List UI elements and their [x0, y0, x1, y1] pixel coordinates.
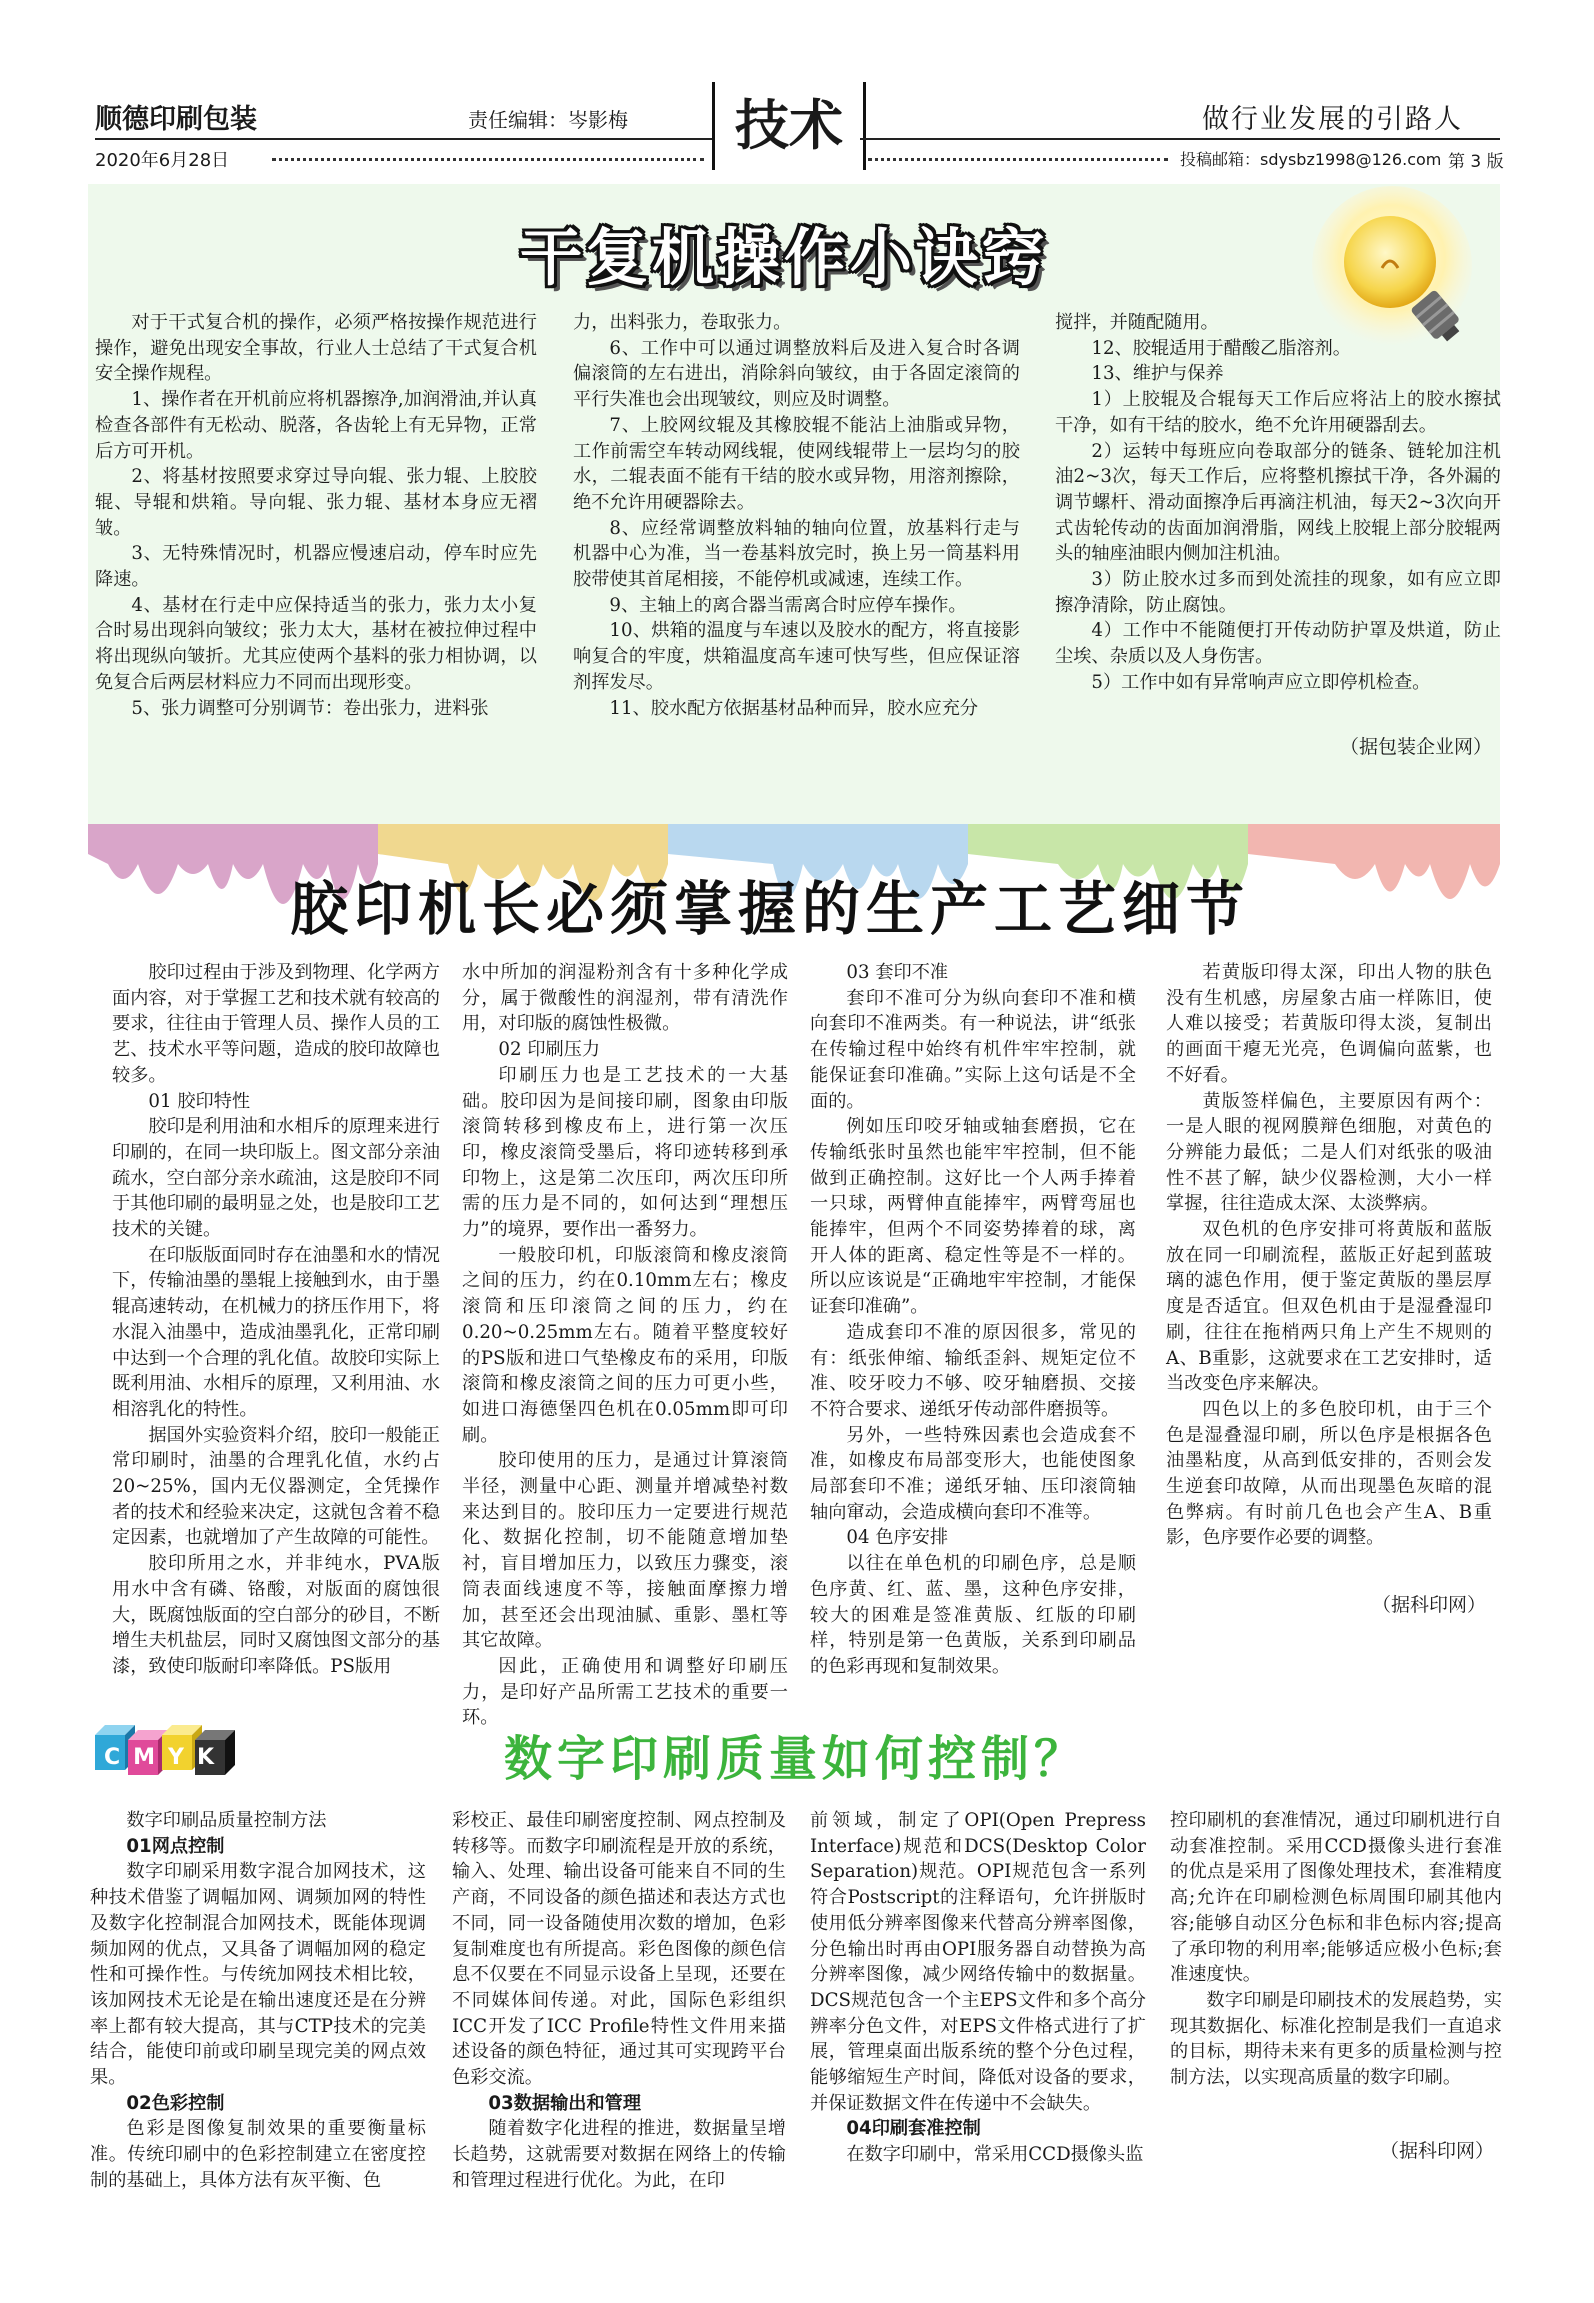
paragraph: 5）工作中如有异常响声应立即停机检查。	[1091, 671, 1431, 693]
email-dotted-rule	[868, 158, 1168, 161]
article1-title: 干复机操作小诀窍	[520, 221, 1049, 294]
paragraph: 另外，一些特殊因素也会造成套不准，如橡皮布局部变形大，也能使图象局部套印不准；递纸牙轴、压印滚筒轴轴向窜动，会造成横向套印不准等。	[810, 1424, 1136, 1523]
paragraph: 色彩是图像复制效果的重要衡量标准。传统印刷中的色彩控制建立在密度控制的基础上，具体方法有灰平衡、色	[90, 2118, 426, 2191]
paragraph: 01 胶印特性	[148, 1090, 251, 1112]
article1-column-3	[1055, 310, 1501, 720]
paragraph: 10、烘箱的温度与车速以及胶水的配方，将直接影响复合的牢度，烘箱温度高车速可快写些，但应保证溶剂挥发尽。	[573, 620, 1020, 693]
paragraph: 一般胶印机，印版滚筒和橡皮滚筒之间的压力，约在0.10mm左右；橡皮滚筒和压印滚筒之间的压力，约在0.20~0.25mm左右。随着平整度较好的PS版和进口气垫橡皮布的采用，印版滚筒和橡皮滚筒之间的压力可更小些，如进口海德堡四色机在0.05mm即可印刷。	[462, 1244, 788, 1446]
paragraph: 胶印过程由于涉及到物理、化学两方面内容，对于掌握工艺和技术就有较高的要求，往往由于管理人员、操作人员的工艺、技术水平等问题，造成的胶印故障也较多。	[112, 962, 440, 1086]
article3-title: 数字印刷质量如何控制？	[504, 1731, 1088, 1787]
paragraph: 水中所加的润湿粉剂含有十多种化学成分，属于微酸性的润湿剂，带有清洗作用，对印版的腐蚀性极微。	[462, 962, 788, 1035]
paragraph: 在印版版面同时存在油墨和水的情况下，传输油墨的墨辊上接触到水，由于墨辊高速转动，在机械力的挤压作用下，将水混入油墨中，造成油墨乳化，正常印刷中达到一个合理的乳化值。故胶印实际上既利用油、水相斥的原理，又利用油、水相溶乳化的特性。	[112, 1244, 440, 1420]
paragraph: 1、操作者在开机前应将机器擦净,加润滑油,并认真检查各部件有无松动、脱落，各齿轮上有无异物，正常后方可开机。	[95, 389, 537, 462]
article1-source: （据包装企业网）	[1340, 736, 1493, 758]
article2-column-4	[1166, 960, 1492, 1560]
paragraph: 套印不准可分为纵向套印不准和横向套印不准两类。有一种说法，讲“纸张在传输过程中始终有机件牢牢控制，就能保证套印准确。”实际上这句话是不全面的。	[810, 987, 1136, 1112]
paragraph: 搅拌，并随配随用。	[1055, 312, 1219, 333]
article1-column-1	[95, 310, 537, 800]
subheading: 04印刷套准控制	[846, 2118, 981, 2140]
article3-column-1	[90, 1808, 426, 2288]
date-dotted-rule	[272, 158, 704, 161]
paragraph: 前领域，制定了OPI(Open Prepress Interface)规范和DCS(Desktop Color Separation)规范。OPI规范包含一系列符合Postscript的注释语句，允许拼版时使用低分辨率图像来代替高分辨率图像，分色输出时再由OPI服务器自动替换为高分辨率图像，减少网络传输中的数据量。DCS规范包含一个主EPS文件和多个高分辨率分色文件，对EPS文件格式进行了扩展，管理桌面出版系统的整个分色过程，能够缩短生产时间，降低对设备的要求，并保证数据文件在传递中不会缺失。	[810, 1810, 1146, 2114]
paragraph: 02 印刷压力	[498, 1039, 601, 1061]
paragraph: 6、工作中可以通过调整放料后及进入复合时各调偏滚筒的左右进出，消除斜向皱纹，由于各固定滚筒的平行失准也会出现皱纹，则应及时调整。	[573, 337, 1020, 411]
paragraph: 8、应经常调整放料轴的轴向位置，放基料行走与机器中心为准，当一卷基料放完时，换上另一筒基料用胶带使其首尾相接，不能停机或减速，连续工作。	[573, 517, 1020, 591]
paragraph: 力，出料张力，卷取张力。	[573, 312, 792, 333]
article3-column-4	[1170, 1808, 1502, 2138]
subheading: 03数据输出和管理	[488, 2092, 642, 2114]
paper-name: 顺德印刷包装	[95, 104, 257, 135]
article2-column-1	[112, 960, 440, 1690]
paragraph: 数字印刷是印刷技术的发展趋势，实现其数据化、标准化控制是我们一直追求的目标，期待未来有更多的质量检测与控制方法，以实现高质量的数字印刷。	[1170, 1989, 1502, 2089]
paragraph: 3、无特殊情况时，机器应慢速启动，停车时应先降速。	[95, 543, 537, 591]
paragraph: 9、主轴上的离合器当需离合时应停车操作。	[609, 594, 967, 616]
section-title: 技术	[712, 82, 866, 170]
article2-source: （据科印网）	[1372, 1594, 1487, 1616]
slogan: 做行业发展的引路人	[1202, 104, 1463, 135]
paragraph: 若黄版印得太深，印出人物的肤色没有生机感，房屋象古庙一样陈旧，使人难以接受；若黄版印得太淡，复制出的画面干瘪无光亮，色调偏向蓝紫，也不好看。	[1166, 962, 1492, 1086]
paragraph: 因此，正确使用和调整好印刷压力，是印好产品所需工艺技术的重要一环。	[462, 1655, 788, 1729]
article3-column-2	[452, 1808, 786, 2288]
paragraph: 对于干式复合机的操作，必须严格按操作规范进行操作，避免出现安全事故，行业人士总结了干式复合机安全操作规程。	[95, 312, 537, 385]
header-rule-left	[95, 138, 712, 140]
paragraph: 11、胶水配方依据基材品种而异，胶水应充分	[609, 697, 979, 719]
paragraph: 4）工作中不能随便打开传动防护罩及烘道，防止尘埃、杂质以及人身伤害。	[1055, 620, 1501, 668]
article1-column-2	[573, 310, 1020, 800]
paragraph: 以往在单色机的印刷色序，总是顺色序黄、红、蓝、墨，这种色序安排，较大的困难是签准黄版、红版的印刷样，特别是第一色黄版，关系到印刷品的色彩再现和复制效果。	[810, 1553, 1136, 1677]
paragraph: 2）运转中每班应向卷取部分的链条、链轮加注机油2~3次，每天工作后，应将整机擦拭干净，各外漏的调节螺杆、滑动面擦净后再滴注机油，每天2~3次向开式齿轮传动的齿面加润滑脂，网线上胶辊上部分胶辊两头的轴座油眼内侧加注机油。	[1055, 440, 1501, 565]
paragraph: 4、基材在行走中应保持适当的张力，张力太小复合时易出现斜向皱纹；张力太大，基材在被拉伸过程中将出现纵向皱折。尤其应使两个基料的张力相协调，以免复合后两层材料应力不同而出现形变。	[95, 594, 537, 693]
editor-credit: 责任编辑：岑影梅	[468, 108, 628, 132]
cmyk-cubes-logo	[90, 1710, 240, 1790]
paragraph: 黄版签样偏色，主要原因有两个：一是人眼的视网膜辩色细胞，对黄色的分辨能力最低；二是人们对纸张的吸油性不甚了解，缺少仪器检测，大小一样掌握，往往造成太深、太淡弊病。	[1166, 1090, 1492, 1215]
paragraph: 12、胶辊适用于醋酸乙脂溶剂。	[1091, 337, 1351, 359]
submission-email: 投稿邮箱：sdysbz1998@126.com	[1180, 150, 1442, 169]
paragraph: 03 套印不准	[846, 962, 949, 983]
article2-column-3	[810, 960, 1136, 1690]
paragraph: 胶印所用之水，并非纯水，PVA版用水中含有磷、铬酸，对版面的腐蚀很大，既腐蚀版面的空白部分的砂目，不断增生夫机盐层，同时又腐蚀图文部分的基漆，致使印版耐印率降低。PS版用	[112, 1553, 440, 1677]
cmyk-logo-label: CMYK	[104, 1745, 228, 1770]
paragraph: 双色机的色序安排可将黄版和蓝版放在同一印刷流程，蓝版正好起到蓝玻璃的滤色作用，便于鉴定黄版的墨层厚度是否适宜。但双色机由于是湿叠湿印刷，往往在拖梢两只角上产生不规则的A、B重影，这就要求在工艺安排时，适当改变色序来解决。	[1166, 1219, 1492, 1395]
issue-date: 2020年6月28日	[95, 150, 230, 171]
paragraph: 04 色序安排	[846, 1527, 949, 1549]
paragraph: 2、将基材按照要求穿过导向辊、张力辊、上胶胶辊、导辊和烘箱。导向辊、张力辊、基材本身应无褶皱。	[95, 466, 537, 539]
article3-column-3	[810, 1808, 1146, 2288]
paragraph: 3）防止胶水过多而到处流挂的现象，如有应立即擦净清除，防止腐蚀。	[1055, 569, 1501, 616]
subheading: 01网点控制	[126, 1835, 225, 1857]
paragraph: 数字印刷品质量控制方法	[126, 1810, 327, 1831]
paragraph: 四色以上的多色胶印机，由于三个色是湿叠湿印刷，所以色序是根据各色油墨粘度，从高到低安排的，否则会发生逆套印故障，从而出现墨色灰暗的混色弊病。有时前几色也会产生A、B重影，色序要作必要的调整。	[1166, 1398, 1492, 1549]
paragraph: 印刷压力也是工艺技术的一大基础。胶印因为是间接印刷，图象由印版滚筒转移到橡皮布上，进行第一次压印，橡皮滚筒受墨后，将印迹转移到承印物上，这是第二次压印，两次压印所需的压力是不同的，如何达到“理想压力”的境界，要作出一番努力。	[462, 1064, 788, 1241]
paragraph: 13、维护与保养	[1091, 363, 1224, 385]
article2-column-2	[462, 960, 788, 1729]
paragraph: 在数字印刷中，常采用CCD摄像头监	[846, 2144, 1144, 2166]
article3-source: （据科印网）	[1380, 2140, 1495, 2162]
paragraph: 随着数字化进程的推进，数据量呈增长趋势，这就需要对数据在网络上的传输和管理过程进行优化。为此，在印	[452, 2118, 786, 2191]
subheading: 02色彩控制	[126, 2092, 225, 2114]
paragraph: 造成套印不准的原因很多，常见的有：纸张伸缩、输纸歪斜、规矩定位不准、咬牙咬力不够、咬牙轴磨损、交接不符合要求、递纸牙传动部件磨损等。	[810, 1321, 1136, 1420]
paragraph: 胶印使用的压力，是通过计算滚筒半径，测量中心距、测量并增减垫衬数来达到目的。胶印压力一定要进行规范化、数据化控制，切不能随意增加垫衬，盲目增加压力，以致压力骤变，滚筒表面线速度不等，接触面摩擦力增加，甚至还会出现油腻、重影、墨杠等其它故障。	[462, 1450, 788, 1652]
paragraph: 胶印是利用油和水相斥的原理来进行印刷的，在同一块印版上。图文部分亲油疏水，空白部分亲水疏油，这是胶印不同于其他印刷的最明显之处，也是胶印工艺技术的关键。	[112, 1116, 440, 1241]
paragraph: 7、上胶网纹辊及其橡胶辊不能沾上油脂或异物，工作前需空车转动网线辊，使网线辊带上一层均匀的胶水，二辊表面不能有干结的胶水或异物，用溶剂擦除，绝不允许用硬器除去。	[573, 414, 1020, 513]
paragraph: 彩校正、最佳印刷密度控制、网点控制及转移等。而数字印刷流程是开放的系统，输入、处理、输出设备可能来自不同的生产商，不同设备的颜色描述和表达方式也不同，同一设备随使用次数的增加，色彩复制难度也有所提高。彩色图像的颜色信息不仅要在不同显示设备上呈现，还要在不同媒体间传递。对此，国际色彩组织ICC开发了ICC Profile特性文件用来描述设备的颜色特征，通过其可实现跨平台色彩交流。	[452, 1810, 786, 2089]
page-number: 第 3 版	[1448, 152, 1504, 172]
paragraph: 据国外实验资料介绍，胶印一般能正常印刷时，油墨的合理乳化值，水约占20~25%，国内无仪器测定，全凭操作者的技术和经验来决定，这就包含着不稳定因素，也就增加了产生故障的可能性。	[112, 1424, 440, 1549]
paragraph: 5、张力调整可分别调节：卷出张力，进料张	[131, 697, 489, 719]
header-rule-right	[860, 138, 1500, 140]
paragraph: 数字印刷采用数字混合加网技术，这种技术借鉴了调幅加网、调频加网的特性及数字化控制混合加网技术，既能体现调频加网的优点，又具备了调幅加网的稳定性和可操作性。与传统加网技术相比较，该加网技术无论是在输出速度还是在分辨率上都有较大提高，其与CTP技术的完美结合，能使印前或印刷呈现完美的网点效果。	[90, 1861, 426, 2089]
paragraph: 控印刷机的套准情况，通过印刷机进行自动套准控制。采用CCD摄像头进行套准的优点是采用了图像处理技术，套准精度高;允许在印刷检测色标周围印刷其他内容;能够自动区分色标和非色标内容;提高了承印物的利用率;能够适应极小色标;套准速度快。	[1170, 1810, 1502, 1986]
paragraph: 1）上胶辊及合辊每天工作后应将沾上的胶水擦拭干净，如有干结的胶水，绝不允许用硬器刮去。	[1055, 389, 1501, 436]
paragraph: 例如压印咬牙轴或轴套磨损，它在传输纸张时虽然也能牢牢控制，但不能做到正确控制。这好比一个人两手捧着一只球，两臂伸直能捧牢，两臂弯屈也能捧牢，但两个不同姿势捧着的球，离开人体的距离、稳定性等是不一样的。所以应该说是“正确地牢牢控制，才能保证套印准确”。	[810, 1116, 1136, 1318]
article2-title: 胶印机长必须掌握的生产工艺细节	[290, 875, 1251, 943]
